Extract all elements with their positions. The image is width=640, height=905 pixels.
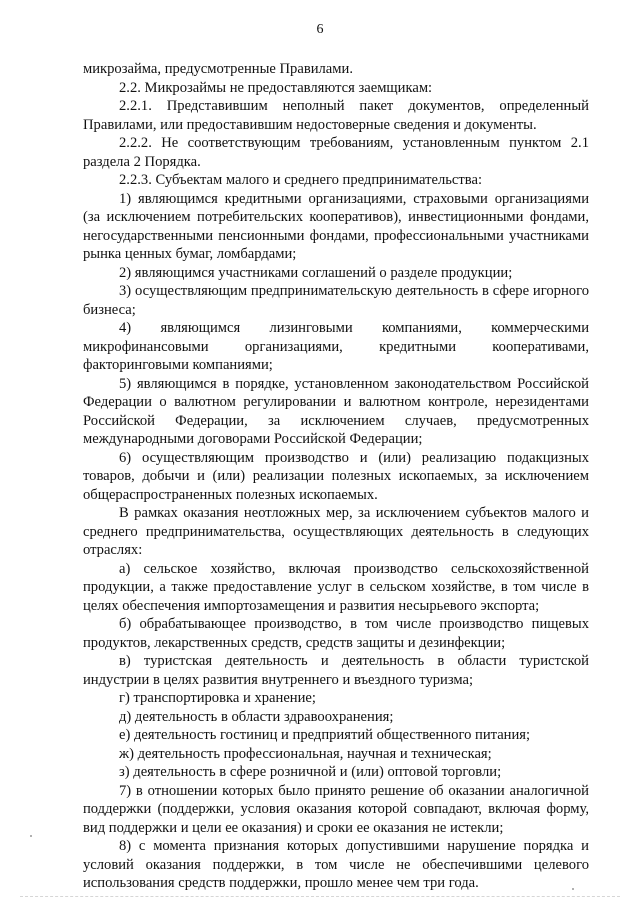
paragraph: 3) осуществляющим предпринимательскую деятельность в сфере игорного бизнеса; bbox=[83, 283, 589, 318]
paragraph: 2.2. Микрозаймы не предоставляются заемщикам: bbox=[119, 79, 433, 96]
paragraph: 2.2.2. Не соответствующим требованиям, установленным пунктом 2.1 раздела 2 Порядка. bbox=[83, 135, 589, 170]
paragraph: 1) являющимся кредитными организациями, страховыми организациями (за исключением потребительских кооперативов), инвестиционными фондами, негосударственными пенсионными фондами, профессиональными участниками рынка ценных бумаг, ломбардами; bbox=[83, 190, 589, 262]
page-number: 6 bbox=[316, 22, 324, 37]
paragraph: 8) с момента признания которых допустившими нарушение порядка и условий оказания поддержки, в том числе не обеспечившими целевого использования средств поддержки, прошло менее чем три года. bbox=[83, 838, 589, 891]
paragraph: з) деятельность в сфере розничной и (или) оптовой торговли; bbox=[119, 764, 502, 780]
paragraph: а) сельское хозяйство, включая производство сельскохозяйственной продукции, а также предоставление услуг в сельском хозяйстве, в том числе в целях обеспечения импортозамещения и развития несырьевого экспорта; bbox=[83, 560, 589, 614]
paragraph: в) туристская деятельность и деятельность в области туристской индустрии в целях развития внутреннего и въездного туризма; bbox=[83, 653, 589, 688]
paragraph: 5) являющимся в порядке, установленном законодательством Российской Федерации о валютном регулировании и валютном контроле, нерезидентами Российской Федерации, за исключением случаев, предусмотренных международными договорами Российской Федерации; bbox=[83, 375, 589, 447]
paragraph: 6) осуществляющим производство и (или) реализацию подакцизных товаров, добычи и (или) реализации полезных ископаемых, за исключением общераспространенных полезных ископаемых. bbox=[83, 449, 589, 503]
paragraph: ж) деятельность профессиональная, научная и техническая; bbox=[119, 745, 492, 762]
paragraph: б) обрабатывающее производство, в том числе производство пищевых продуктов, лекарственных средств, средств защиты и дезинфекции; bbox=[83, 616, 589, 651]
paragraph: е) деятельность гостиниц и предприятий общественного питания; bbox=[119, 727, 531, 743]
paragraph: 2.2.3. Субъектам малого и среднего предпринимательства: bbox=[119, 172, 483, 188]
paragraph: В рамках оказания неотложных мер, за исключением субъектов малого и среднего предпринимательства, осуществляющих деятельность в следующих отраслях: bbox=[83, 505, 589, 558]
paragraph: 2) являющимся участниками соглашений о разделе продукции; bbox=[119, 264, 513, 281]
paragraph: микрозайма, предусмотренные Правилами. bbox=[83, 61, 353, 77]
paragraph: г) транспортировка и хранение; bbox=[119, 690, 316, 706]
paragraph: д) деятельность в области здравоохранения; bbox=[119, 708, 394, 725]
paragraph: 2.2.1. Представившим неполный пакет документов, определенный Правилами, или предоставившим недостоверные сведения и документы. bbox=[83, 98, 589, 133]
paragraph: 4) являющимся лизинговыми компаниями, коммерческими микрофинансовыми организациями, кредитными кооперативами, факторинговыми компаниями; bbox=[83, 320, 589, 373]
scan-artifact bbox=[30, 835, 32, 837]
scan-edge-marks bbox=[20, 890, 620, 897]
document-body bbox=[83, 60, 589, 893]
paragraph: 7) в отношении которых было принято решение об оказании аналогичной поддержки (поддержки, условия оказания которой совпадают, включая форму, вид поддержки и цели ее оказания) и сроки ее оказания не истекли; bbox=[83, 782, 589, 836]
